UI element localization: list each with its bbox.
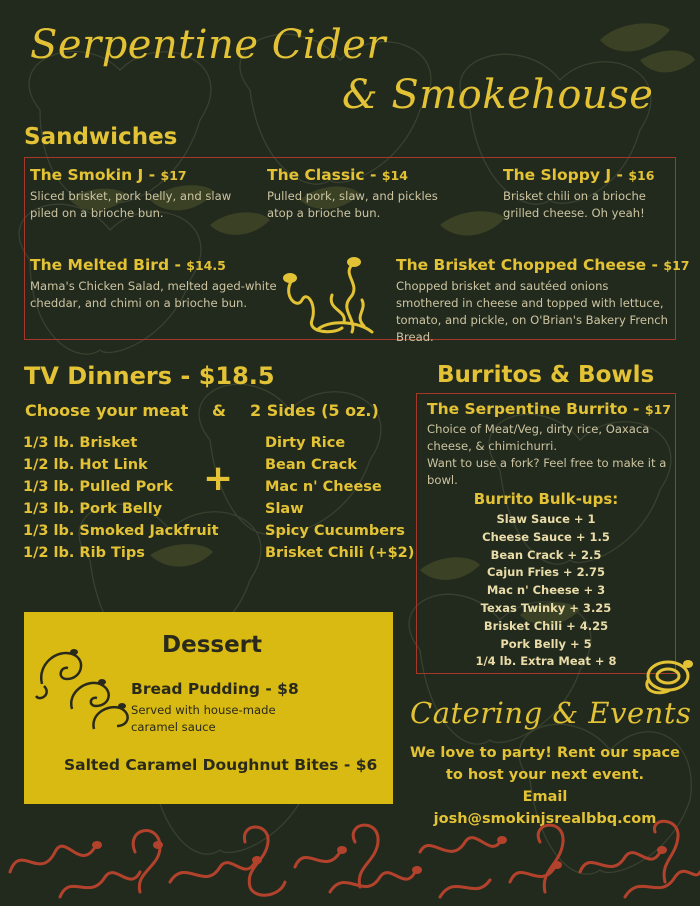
list-item: Bean Crack + 2.5: [490, 547, 602, 562]
tv-dinners-heading: TV Dinners - $18.5: [24, 362, 275, 390]
item-description: Brisket chili on a brioche grilled cheese. Oh yeah!: [503, 189, 646, 220]
list-item: Brisket Chili + 4.25: [483, 618, 609, 633]
menu-item-classic: [267, 166, 447, 222]
item-description: Mama's Chicken Salad, melted aged-white cheddar, and chimi on a brioche bun.: [30, 279, 277, 310]
list-item: Bean Crack: [265, 457, 357, 473]
ampersand-label: &: [212, 401, 226, 420]
item-description: Pulled pork, slaw, and pickles atop a brioche bun.: [267, 189, 438, 220]
list-item: Slaw: [265, 501, 304, 517]
item-price: $16: [628, 168, 655, 183]
item-description-fork: Want to use a fork? Feel free to make it a bowl.: [427, 456, 667, 487]
snake-border-decoration: [0, 812, 700, 906]
sides-options-list: [265, 432, 414, 564]
list-item: Texas Twinky + 3.25: [480, 600, 612, 615]
list-item: Mac n' Cheese + 3: [486, 583, 606, 598]
menu-item-smokin-j: [30, 166, 240, 222]
list-item: Pork Belly + 5: [500, 636, 592, 651]
restaurant-title-line-1: Serpentine Cider: [30, 22, 387, 68]
item-name: The Brisket Chopped Cheese -: [396, 256, 664, 274]
item-price: $17: [644, 402, 671, 417]
choose-meat-label: Choose your meat: [25, 401, 189, 420]
catering-line-1: We love to party! Rent our space: [410, 745, 680, 761]
catering-line-2: to host your next event.: [445, 767, 645, 783]
menu-item-serpentine-burrito: [427, 400, 671, 489]
coiled-snake-icon: [640, 652, 695, 702]
bread-pudding-description: Served with house-made caramel sauce: [131, 703, 276, 734]
list-item: Spicy Cucumbers: [265, 523, 405, 539]
list-item: Slaw Sauce + 1: [496, 512, 596, 526]
list-item: 1/2 lb. Hot Link: [23, 457, 148, 473]
list-item: 1/3 lb. Pulled Pork: [23, 479, 173, 495]
menu-item-brisket-chopped-cheese: [396, 256, 690, 346]
item-price: $14.5: [186, 258, 226, 273]
item-name: The Serpentine Burrito -: [427, 400, 645, 418]
list-item: 1/3 lb. Smoked Jackfruit: [23, 523, 219, 539]
item-price: $17: [663, 258, 690, 273]
bulkups-heading: Burrito Bulk-ups:: [473, 490, 619, 508]
snakes-illustration: [32, 624, 142, 734]
item-name: The Smokin J -: [30, 166, 161, 184]
list-item: Dirty Rice: [265, 435, 346, 451]
sides-label: 2 Sides (5 oz.): [250, 401, 379, 420]
catering-heading: Catering & Events: [410, 696, 692, 730]
item-description: Sliced brisket, pork belly, and slaw piled on a brioche bun.: [30, 189, 232, 220]
meat-options-list: [23, 432, 219, 564]
item-price: $17: [160, 168, 187, 183]
dessert-panel: [24, 612, 393, 804]
snake-plant-illustration: [272, 250, 387, 340]
list-item: Mac n' Cheese: [265, 479, 382, 495]
item-price: $14: [381, 168, 408, 183]
menu-item-sloppy-j: [503, 166, 668, 222]
list-item: 1/4 lb. Extra Meat + 8: [475, 654, 617, 669]
dessert-heading: Dessert: [162, 632, 263, 658]
menu-item-melted-bird: [30, 256, 280, 312]
list-item: Cheese Sauce + 1.5: [482, 529, 610, 544]
list-item: Cajun Fries + 2.75: [487, 565, 605, 580]
doughnut-bites-name: Salted Caramel Doughnut Bites - $6: [64, 756, 378, 774]
item-name: The Melted Bird -: [30, 256, 187, 274]
list-item: 1/3 lb. Pork Belly: [23, 501, 163, 517]
item-name: The Sloppy J -: [503, 166, 629, 184]
bulkups-list: [416, 511, 676, 671]
catering-email: Email josh@smokinjsrealbbq.com: [433, 789, 657, 827]
list-item: 1/3 lb. Brisket: [23, 435, 138, 451]
item-description: Chopped brisket and sautéed onions smothered in cheese and topped with lettuce, tomato, and pickle, on O'Brian's Bakery French Bread.: [396, 279, 669, 344]
item-name: The Classic -: [267, 166, 382, 184]
item-description: Choice of Meat/Veg, dirty rice, Oaxaca cheese, & chimichurri.: [427, 422, 650, 453]
burritos-heading: Burritos & Bowls: [437, 362, 655, 388]
list-item: Brisket Chili (+$2): [265, 545, 415, 561]
sandwiches-heading: Sandwiches: [24, 124, 178, 150]
list-item: 1/2 lb. Rib Tips: [23, 545, 145, 561]
restaurant-title-line-2: & Smokehouse: [342, 72, 654, 118]
plus-sign: +: [203, 458, 234, 499]
bread-pudding-name: Bread Pudding - $8: [131, 680, 299, 698]
